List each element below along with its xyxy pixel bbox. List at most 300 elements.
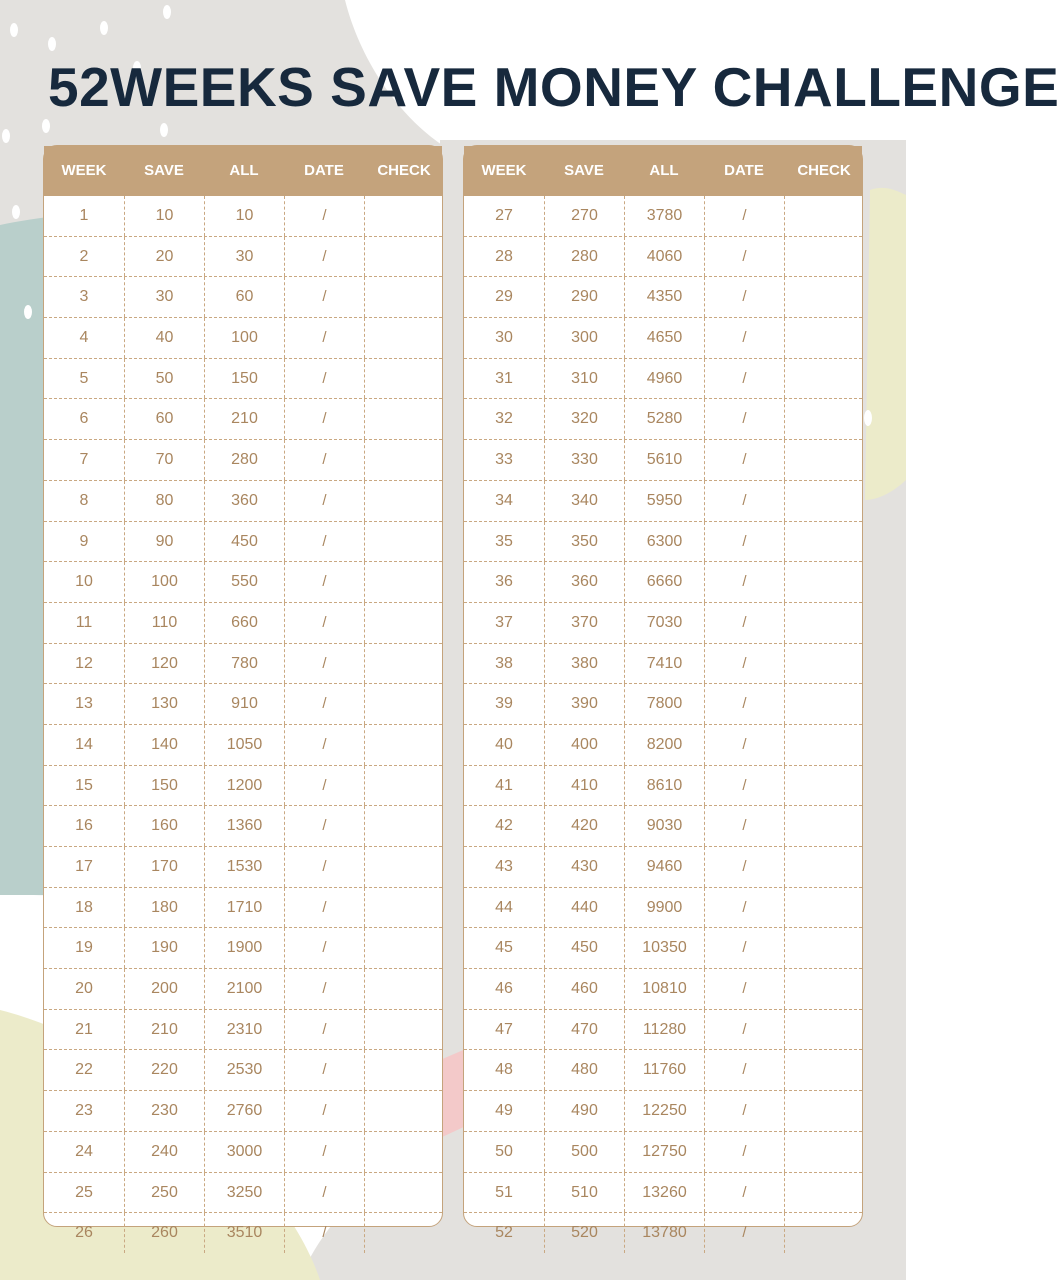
date-cell[interactable]: / — [284, 847, 364, 887]
date-cell[interactable]: / — [704, 562, 784, 602]
total-cell: 7800 — [624, 684, 704, 724]
save-cell: 380 — [544, 644, 624, 684]
total-cell: 550 — [204, 562, 284, 602]
date-cell[interactable]: / — [284, 1050, 364, 1090]
week-cell: 48 — [495, 1061, 513, 1079]
week-cell: 11 — [75, 613, 93, 631]
week-cell: 2 — [79, 247, 89, 265]
check-cell[interactable] — [784, 1173, 864, 1213]
date-cell[interactable]: / — [284, 684, 364, 724]
week-cell: 36 — [495, 573, 513, 591]
date-cell[interactable]: / — [704, 277, 784, 317]
save-cell: 300 — [544, 318, 624, 358]
date-cell[interactable]: / — [704, 399, 784, 439]
save-cell: 140 — [124, 725, 204, 765]
total-cell: 12750 — [624, 1132, 704, 1172]
check-cell[interactable] — [364, 318, 444, 358]
check-cell[interactable] — [364, 847, 444, 887]
check-cell[interactable] — [784, 1050, 864, 1090]
table-row — [464, 439, 862, 480]
table-row — [44, 724, 442, 765]
total-cell: 100 — [204, 318, 284, 358]
table-row — [464, 1131, 862, 1172]
save-cell: 230 — [124, 1091, 204, 1131]
check-cell[interactable] — [784, 806, 864, 846]
date-cell[interactable]: / — [284, 481, 364, 521]
date-cell[interactable]: / — [284, 522, 364, 562]
check-cell[interactable] — [784, 318, 864, 358]
save-cell: 50 — [124, 359, 204, 399]
table-header — [464, 146, 862, 196]
total-cell: 1200 — [204, 766, 284, 806]
week-cell: 16 — [75, 817, 93, 835]
date-cell[interactable]: / — [284, 1132, 364, 1172]
total-cell: 5950 — [624, 481, 704, 521]
week-cell: 1 — [79, 207, 89, 224]
total-cell: 11280 — [624, 1010, 704, 1050]
date-cell[interactable]: / — [284, 562, 364, 602]
total-cell: 8200 — [624, 725, 704, 765]
total-cell: 150 — [204, 359, 284, 399]
week-cell: 38 — [495, 654, 513, 672]
week-cell: 21 — [75, 1020, 93, 1038]
week-cell: 43 — [495, 858, 513, 875]
column-header-check: CHECK — [377, 162, 431, 179]
check-cell[interactable] — [364, 806, 444, 846]
week-cell: 32 — [495, 410, 513, 428]
date-cell[interactable]: / — [284, 237, 364, 277]
save-cell: 470 — [544, 1010, 624, 1050]
week-cell: 26 — [75, 1224, 93, 1242]
check-cell[interactable] — [784, 481, 864, 521]
save-cell: 500 — [544, 1132, 624, 1172]
total-cell: 30 — [204, 237, 284, 277]
total-cell: 6300 — [624, 522, 704, 562]
date-cell[interactable]: / — [704, 440, 784, 480]
check-cell[interactable] — [784, 603, 864, 643]
weeks-table-right — [463, 145, 863, 1242]
check-cell[interactable] — [784, 399, 864, 439]
save-cell: 170 — [124, 847, 204, 887]
check-cell[interactable] — [364, 1213, 444, 1253]
check-cell[interactable] — [364, 1173, 444, 1213]
week-cell: 7 — [79, 451, 89, 469]
check-cell[interactable] — [784, 888, 864, 928]
table-row — [44, 358, 442, 399]
date-cell[interactable]: / — [704, 969, 784, 1009]
total-cell: 210 — [204, 399, 284, 439]
check-cell[interactable] — [364, 928, 444, 968]
date-cell[interactable]: / — [704, 766, 784, 806]
weeks-table-left — [43, 145, 443, 1242]
table-row — [44, 1090, 442, 1131]
table-row — [464, 236, 862, 277]
check-cell[interactable] — [364, 481, 444, 521]
table-row — [44, 846, 442, 887]
check-cell[interactable] — [364, 1050, 444, 1090]
column-header-all: ALL — [649, 162, 679, 179]
check-cell[interactable] — [784, 644, 864, 684]
check-cell[interactable] — [364, 1091, 444, 1131]
save-cell: 420 — [544, 806, 624, 846]
save-cell: 150 — [124, 766, 204, 806]
column-header-week: WEEK — [481, 162, 527, 179]
table-row — [464, 887, 862, 928]
column-header-save: SAVE — [144, 162, 184, 179]
week-cell: 47 — [495, 1020, 513, 1038]
save-cell: 350 — [544, 522, 624, 562]
table-row — [464, 683, 862, 724]
check-cell[interactable] — [364, 684, 444, 724]
save-cell: 220 — [124, 1050, 204, 1090]
total-cell: 1530 — [204, 847, 284, 887]
check-cell[interactable] — [784, 969, 864, 1009]
date-cell[interactable]: / — [284, 1091, 364, 1131]
date-cell[interactable]: / — [284, 196, 364, 236]
table-row — [464, 643, 862, 684]
check-cell[interactable] — [364, 888, 444, 928]
check-cell[interactable] — [364, 399, 444, 439]
column-header-save: SAVE — [564, 162, 604, 179]
week-cell: 19 — [75, 939, 93, 957]
check-cell[interactable] — [784, 562, 864, 602]
total-cell: 2100 — [204, 969, 284, 1009]
check-cell[interactable] — [784, 1091, 864, 1131]
save-cell: 440 — [544, 888, 624, 928]
table-row — [44, 765, 442, 806]
check-cell[interactable] — [784, 237, 864, 277]
check-cell[interactable] — [784, 1010, 864, 1050]
date-cell[interactable]: / — [704, 928, 784, 968]
table-row — [464, 968, 862, 1009]
total-cell: 660 — [204, 603, 284, 643]
week-cell: 24 — [75, 1142, 93, 1160]
check-cell[interactable] — [784, 847, 864, 887]
save-cell: 20 — [124, 237, 204, 277]
total-cell: 7030 — [624, 603, 704, 643]
date-cell[interactable]: / — [284, 318, 364, 358]
save-cell: 70 — [124, 440, 204, 480]
save-cell: 120 — [124, 644, 204, 684]
column-header-check: CHECK — [797, 162, 851, 179]
table-row — [44, 317, 442, 358]
column-header-all: ALL — [229, 162, 259, 179]
check-cell[interactable] — [784, 440, 864, 480]
table-row — [44, 602, 442, 643]
date-cell[interactable]: / — [704, 237, 784, 277]
total-cell: 360 — [204, 481, 284, 521]
total-cell: 11760 — [624, 1050, 704, 1090]
table-row — [464, 602, 862, 643]
total-cell: 280 — [204, 440, 284, 480]
date-cell[interactable]: / — [284, 440, 364, 480]
date-cell[interactable]: / — [704, 522, 784, 562]
save-cell: 360 — [544, 562, 624, 602]
date-cell[interactable]: / — [704, 1132, 784, 1172]
table-row — [464, 1049, 862, 1090]
table-row — [44, 196, 442, 236]
week-cell: 29 — [495, 288, 513, 306]
table-row — [464, 196, 862, 236]
table-row — [464, 765, 862, 806]
total-cell: 1710 — [204, 888, 284, 928]
save-cell: 490 — [544, 1091, 624, 1131]
save-cell: 260 — [124, 1213, 204, 1253]
total-cell: 8610 — [624, 766, 704, 806]
table-row — [44, 398, 442, 439]
table-row — [44, 439, 442, 480]
table-row — [464, 1009, 862, 1050]
total-cell: 2760 — [204, 1091, 284, 1131]
week-cell: 50 — [495, 1142, 513, 1160]
date-cell[interactable]: / — [284, 603, 364, 643]
total-cell: 9900 — [624, 888, 704, 928]
week-cell: 8 — [79, 491, 89, 509]
table-row — [44, 927, 442, 968]
check-cell[interactable] — [364, 522, 444, 562]
save-cell: 400 — [544, 725, 624, 765]
check-cell[interactable] — [364, 1010, 444, 1050]
total-cell: 780 — [204, 644, 284, 684]
check-cell[interactable] — [784, 277, 864, 317]
date-cell[interactable]: / — [704, 318, 784, 358]
table-row — [464, 358, 862, 399]
date-cell[interactable]: / — [704, 888, 784, 928]
table-row — [44, 1049, 442, 1090]
date-cell[interactable]: / — [284, 277, 364, 317]
date-cell[interactable]: / — [284, 644, 364, 684]
check-cell[interactable] — [364, 1132, 444, 1172]
check-cell[interactable] — [784, 766, 864, 806]
save-cell: 510 — [544, 1173, 624, 1213]
table-row — [464, 927, 862, 968]
date-cell[interactable]: / — [284, 928, 364, 968]
week-cell: 37 — [495, 613, 513, 631]
total-cell: 1360 — [204, 806, 284, 846]
date-cell[interactable]: / — [704, 1173, 784, 1213]
total-cell: 910 — [204, 684, 284, 724]
save-cell: 30 — [124, 277, 204, 317]
table-row — [44, 887, 442, 928]
save-cell: 10 — [124, 196, 204, 236]
page-title: 52WEEKS SAVE MONEY CHALLENGE — [48, 56, 1059, 118]
save-cell: 250 — [124, 1173, 204, 1213]
check-cell[interactable] — [364, 603, 444, 643]
total-cell: 7410 — [624, 644, 704, 684]
total-cell: 9460 — [624, 847, 704, 887]
table-row — [44, 683, 442, 724]
total-cell: 60 — [204, 277, 284, 317]
date-cell[interactable]: / — [704, 603, 784, 643]
week-cell: 10 — [75, 573, 93, 591]
week-cell: 13 — [75, 695, 93, 713]
date-cell[interactable]: / — [284, 1213, 364, 1253]
total-cell: 3000 — [204, 1132, 284, 1172]
column-header-week: WEEK — [61, 162, 107, 179]
date-cell[interactable]: / — [284, 766, 364, 806]
check-cell[interactable] — [364, 644, 444, 684]
save-cell: 290 — [544, 277, 624, 317]
save-cell: 80 — [124, 481, 204, 521]
total-cell: 9030 — [624, 806, 704, 846]
save-cell: 190 — [124, 928, 204, 968]
week-cell: 41 — [495, 776, 513, 794]
week-cell: 30 — [495, 329, 513, 347]
save-cell: 310 — [544, 359, 624, 399]
date-cell[interactable]: / — [284, 969, 364, 1009]
week-cell: 49 — [495, 1102, 513, 1120]
date-cell[interactable]: / — [704, 196, 784, 236]
save-cell: 480 — [544, 1050, 624, 1090]
week-cell: 3 — [79, 288, 89, 306]
total-cell: 13260 — [624, 1173, 704, 1213]
save-cell: 520 — [544, 1213, 624, 1253]
table-row — [464, 317, 862, 358]
check-cell[interactable] — [364, 440, 444, 480]
check-cell[interactable] — [784, 359, 864, 399]
date-cell[interactable]: / — [284, 399, 364, 439]
save-cell: 330 — [544, 440, 624, 480]
check-cell[interactable] — [784, 725, 864, 765]
check-cell[interactable] — [784, 928, 864, 968]
date-cell[interactable]: / — [704, 1091, 784, 1131]
save-cell: 460 — [544, 969, 624, 1009]
week-cell: 44 — [495, 898, 513, 916]
week-cell: 22 — [75, 1061, 93, 1079]
week-cell: 28 — [495, 247, 513, 265]
save-cell: 200 — [124, 969, 204, 1009]
table-row — [464, 805, 862, 846]
date-cell[interactable]: / — [704, 1010, 784, 1050]
table-row — [44, 1172, 442, 1213]
table-row — [44, 805, 442, 846]
check-cell[interactable] — [364, 725, 444, 765]
table-row — [44, 1212, 442, 1253]
date-cell[interactable]: / — [284, 888, 364, 928]
save-cell: 100 — [124, 562, 204, 602]
table-header — [44, 146, 442, 196]
total-cell: 12250 — [624, 1091, 704, 1131]
save-cell: 90 — [124, 522, 204, 562]
date-cell[interactable]: / — [704, 359, 784, 399]
week-cell: 39 — [495, 695, 513, 713]
table-row — [44, 643, 442, 684]
date-cell[interactable]: / — [284, 725, 364, 765]
date-cell[interactable]: / — [704, 1050, 784, 1090]
table-row — [464, 561, 862, 602]
week-cell: 17 — [75, 858, 93, 875]
check-cell[interactable] — [364, 196, 444, 236]
week-cell: 51 — [495, 1183, 513, 1201]
save-cell: 210 — [124, 1010, 204, 1050]
week-cell: 23 — [75, 1102, 93, 1120]
save-cell: 180 — [124, 888, 204, 928]
save-cell: 40 — [124, 318, 204, 358]
table-row — [464, 1090, 862, 1131]
save-cell: 240 — [124, 1132, 204, 1172]
save-cell: 410 — [544, 766, 624, 806]
date-cell[interactable]: / — [704, 644, 784, 684]
week-cell: 45 — [495, 939, 513, 957]
date-cell[interactable]: / — [284, 1010, 364, 1050]
total-cell: 6660 — [624, 562, 704, 602]
check-cell[interactable] — [364, 562, 444, 602]
save-cell: 280 — [544, 237, 624, 277]
total-cell: 1050 — [204, 725, 284, 765]
table-body — [44, 196, 442, 1253]
save-cell: 320 — [544, 399, 624, 439]
check-cell[interactable] — [364, 237, 444, 277]
check-cell[interactable] — [784, 196, 864, 236]
table-row — [44, 968, 442, 1009]
date-cell[interactable]: / — [704, 725, 784, 765]
total-cell: 450 — [204, 522, 284, 562]
column-header-date: DATE — [724, 162, 764, 179]
save-cell: 430 — [544, 847, 624, 887]
week-cell: 27 — [495, 207, 513, 224]
date-cell[interactable]: / — [704, 847, 784, 887]
table-body — [464, 196, 862, 1253]
check-cell[interactable] — [784, 1132, 864, 1172]
table-row — [44, 276, 442, 317]
week-cell: 34 — [495, 491, 513, 509]
week-cell: 25 — [75, 1183, 93, 1201]
week-cell: 42 — [495, 817, 513, 835]
date-cell[interactable]: / — [704, 481, 784, 521]
date-cell[interactable]: / — [704, 684, 784, 724]
total-cell: 10810 — [624, 969, 704, 1009]
table-row — [464, 276, 862, 317]
total-cell: 5610 — [624, 440, 704, 480]
date-cell[interactable]: / — [704, 1213, 784, 1253]
week-cell: 52 — [495, 1224, 513, 1242]
check-cell[interactable] — [784, 522, 864, 562]
date-cell[interactable]: / — [284, 806, 364, 846]
save-cell: 390 — [544, 684, 624, 724]
date-cell[interactable]: / — [284, 1173, 364, 1213]
total-cell: 10350 — [624, 928, 704, 968]
week-cell: 5 — [79, 369, 89, 387]
total-cell: 3510 — [204, 1213, 284, 1253]
date-cell[interactable]: / — [284, 359, 364, 399]
check-cell[interactable] — [784, 684, 864, 724]
save-cell: 160 — [124, 806, 204, 846]
column-header-date: DATE — [304, 162, 344, 179]
week-cell: 20 — [75, 980, 93, 998]
total-cell: 2530 — [204, 1050, 284, 1090]
save-cell: 370 — [544, 603, 624, 643]
check-cell[interactable] — [364, 277, 444, 317]
total-cell: 5280 — [624, 399, 704, 439]
check-cell[interactable] — [364, 969, 444, 1009]
table-row — [44, 1009, 442, 1050]
yellow-blob-right — [865, 188, 906, 500]
date-cell[interactable]: / — [704, 806, 784, 846]
week-cell: 9 — [79, 532, 89, 550]
total-cell: 4960 — [624, 359, 704, 399]
check-cell[interactable] — [364, 766, 444, 806]
check-cell[interactable] — [784, 1213, 864, 1253]
table-row — [464, 846, 862, 887]
week-cell: 14 — [75, 735, 93, 753]
total-cell: 13780 — [624, 1213, 704, 1253]
week-cell: 35 — [495, 532, 513, 550]
check-cell[interactable] — [364, 359, 444, 399]
total-cell: 4060 — [624, 237, 704, 277]
week-cell: 18 — [75, 898, 93, 916]
week-cell: 40 — [495, 735, 513, 753]
table-row — [464, 521, 862, 562]
